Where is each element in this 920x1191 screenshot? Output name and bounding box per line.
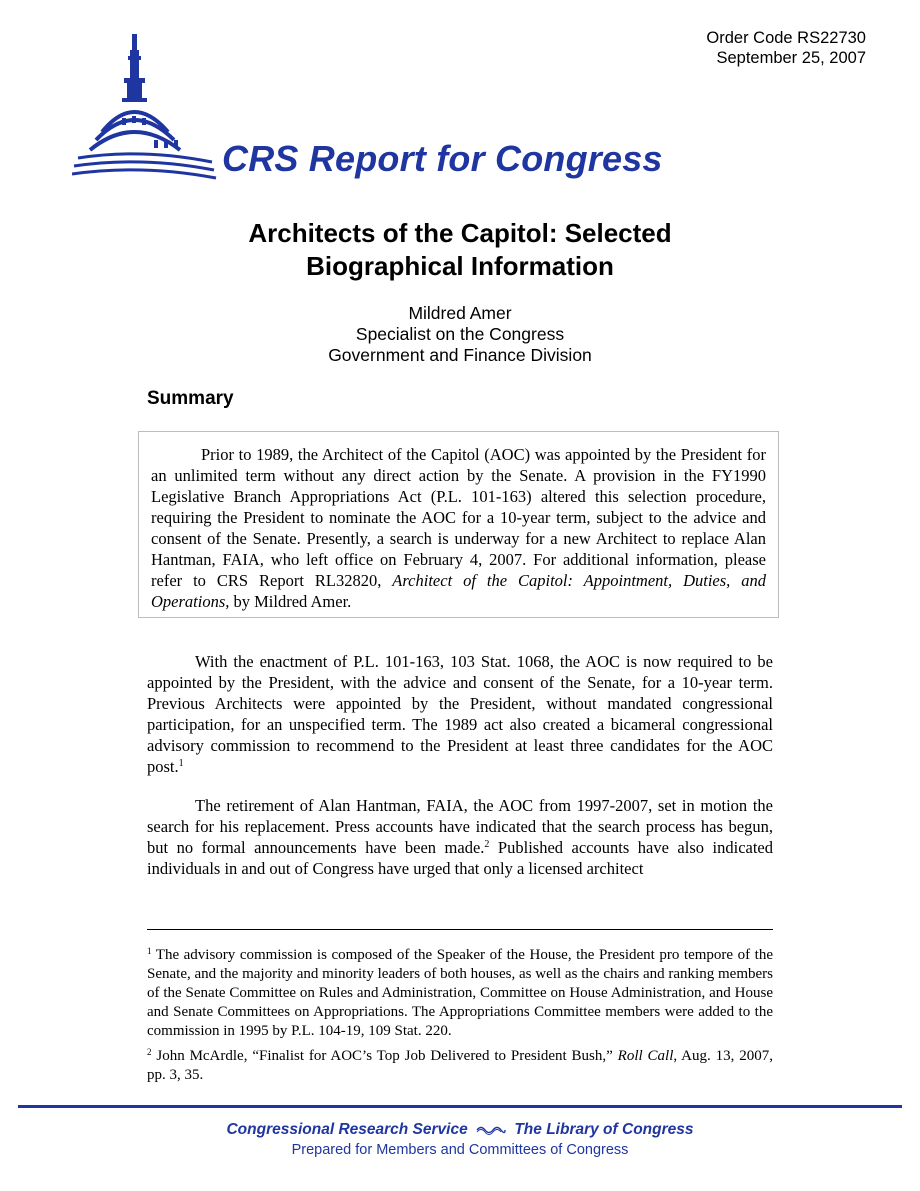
footnote-2-text-b: , Aug. 13, 2007, pp. 3, 35. xyxy=(147,1048,773,1083)
footer-line-2: Prepared for Members and Committees of Congress xyxy=(291,1142,629,1158)
author-title: Specialist on the Congress xyxy=(355,324,565,344)
order-code: Order Code RS22730 xyxy=(706,29,866,47)
footnote-2-publication: Roll Call xyxy=(617,1048,674,1064)
summary-text xyxy=(151,444,766,612)
ornament-icon xyxy=(476,1125,506,1135)
body-paragraph-2-text-a: The retirement of Alan Hantman, FAIA, the AOC from 1997-2007, set in motion the search for his replacement. Press accounts have indicated that the search process has begun, but no formal announcements have been made. xyxy=(147,796,773,857)
report-date: September 25, 2007 xyxy=(716,49,866,67)
footer-loc: The Library of Congress xyxy=(514,1121,694,1138)
title-line-1: Architects of the Capitol: Selected xyxy=(248,218,672,248)
report-banner: CRS Report for Congress xyxy=(222,138,663,179)
footnote-1-text: The advisory commission is composed of the Speaker of the House, the President pro tempore of the Senate, and the majority and minority leaders of both houses, as well as the chairs and ranking members of the Senate Committee on Rules and Administration, Committee on House Administration, and House and Senate Committees on Appropriations. The Appropriations Committee members were added to the commission in 1995 by P.L. 104-19, 109 Stat. 220. xyxy=(147,947,773,1039)
summary-box xyxy=(138,431,779,618)
footnote-divider xyxy=(147,929,773,930)
footer xyxy=(0,1119,920,1160)
author-name: Mildred Amer xyxy=(408,303,512,323)
capitol-dome-logo xyxy=(72,28,218,188)
footer-crs: Congressional Research Service xyxy=(226,1121,468,1138)
body-text xyxy=(147,651,773,897)
footnote-ref-1[interactable]: 1 xyxy=(178,758,184,769)
order-info xyxy=(706,28,866,68)
footnote-2 xyxy=(147,1047,773,1085)
body-paragraph-1-text: With the enactment of P.L. 101-163, 103 Stat. 1068, the AOC is now required to be appointed by the President, with the advice and consent of the Senate, for a 10-year term. Previous Architects were appointed by the President, without mandated congressional participation, for an unspecified term. The 1989 act also created a bicameral congressional advisory commission to recommend to the President at least three candidates for the AOC post. xyxy=(147,652,773,776)
summary-report-title: Architect of the Capitol: Appointment, Duties, and Operations, xyxy=(151,571,766,611)
summary-text-main: Prior to 1989, the Architect of the Capitol (AOC) was appointed by the President for an unlimited term without any direct action by the Senate. A provision in the FY1990 Legislative Branch Appropriations Act (P.L. 101-163) altered this selection procedure, requiring the President to nominate the AOC for a 10-year term, subject to the advice and consent of the Senate. Presently, a search is underway for a new Architect to replace Alan Hantman, FAIA, who left office on February 4, 2007. For additional information, please refer to CRS Report RL32820, xyxy=(151,445,766,590)
document-title xyxy=(0,217,920,283)
footnotes xyxy=(147,946,773,1091)
body-paragraph-1 xyxy=(147,651,773,777)
footnote-2-text-a: John McArdle, “Finalist for AOC’s Top Job Delivered to President Bush,” xyxy=(151,1048,618,1064)
summary-text-end: by Mildred Amer. xyxy=(229,592,352,611)
body-paragraph-2-text-b: Published accounts have also indicated individuals in and out of Congress have urged that only a licensed architect xyxy=(147,838,773,878)
footnote-1-number: 1 xyxy=(147,946,152,956)
author-block xyxy=(0,303,920,366)
footnote-2-number: 2 xyxy=(147,1047,152,1057)
footer-line-1 xyxy=(0,1119,920,1140)
footnote-ref-2[interactable]: 2 xyxy=(484,839,490,850)
author-division: Government and Finance Division xyxy=(328,345,592,365)
footnote-1 xyxy=(147,946,773,1041)
summary-heading: Summary xyxy=(147,388,234,409)
body-paragraph-2 xyxy=(147,795,773,879)
footer-divider xyxy=(18,1105,902,1108)
title-line-2: Biographical Information xyxy=(306,251,614,281)
